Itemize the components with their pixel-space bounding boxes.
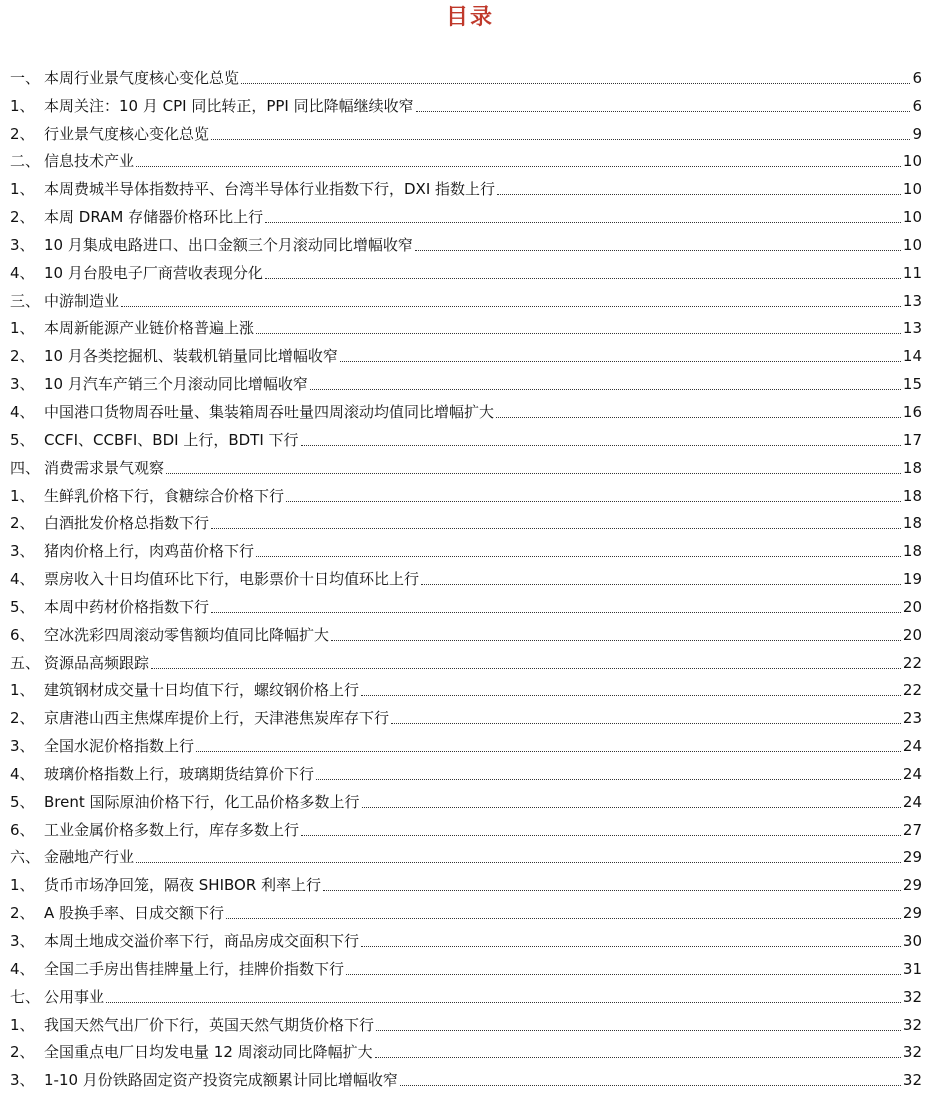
- toc-dot-leader: [151, 668, 901, 669]
- toc-dot-leader: [375, 1057, 901, 1058]
- toc-entry[interactable]: [10, 285, 922, 313]
- toc-entry-number: 七、: [10, 987, 41, 1006]
- toc-entry-page-number: 23: [902, 709, 922, 728]
- toc-entry-page-number: 6: [912, 96, 922, 115]
- toc-entry-page-number: 6: [912, 68, 922, 87]
- toc-entry-number: 5、: [10, 597, 35, 616]
- toc-dot-leader: [362, 807, 901, 808]
- toc-entry[interactable]: [10, 62, 922, 90]
- toc-entry-title: 玻璃价格指数上行，玻璃期货结算价下行: [44, 764, 315, 783]
- toc-entry-number: 3、: [10, 932, 35, 950]
- toc-entry[interactable]: [10, 313, 922, 341]
- toc-entry-page-number: 11: [902, 263, 922, 282]
- toc-entry-title: Brent 国际原油价格下行，化工品价格多数上行: [44, 792, 360, 811]
- toc-entry[interactable]: [10, 814, 922, 842]
- toc-dot-leader: [211, 528, 901, 529]
- toc-entry-title: 京唐港山西主焦煤库提价上行，天津港焦炭库存下行: [44, 709, 390, 728]
- toc-entry-page-number: 29: [902, 876, 922, 895]
- toc-entry-title: 猪肉价格上行，肉鸡苗价格下行: [44, 542, 255, 561]
- toc-entry-title: 货币市场净回笼，隔夜 SHIBOR 利率上行: [44, 876, 322, 895]
- toc-entry-title: 10 月台股电子厂商营收表现分化: [44, 263, 263, 282]
- toc-entry-number: 4、: [10, 402, 35, 421]
- toc-entry-page-number: 22: [902, 653, 922, 672]
- toc-entry-number: 六、: [10, 848, 41, 867]
- toc-entry[interactable]: [10, 452, 922, 480]
- toc-dot-leader: [265, 278, 901, 279]
- toc-entry-page-number: 30: [902, 932, 922, 950]
- toc-entry[interactable]: [10, 1009, 922, 1037]
- toc-entry[interactable]: [10, 647, 922, 675]
- toc-entry-title: 我国天然气出厂价下行，英国天然气期货价格下行: [44, 1015, 375, 1034]
- toc-dot-leader: [316, 779, 901, 780]
- toc-dot-leader: [196, 751, 901, 752]
- toc-entry-page-number: 31: [902, 959, 922, 978]
- toc-entry-number: 2、: [10, 347, 35, 366]
- toc-entry-title: 1-10 月份铁路固定资产投资完成额累计同比增幅收窄: [44, 1071, 398, 1090]
- toc-entry-title: 空冰洗彩四周滚动零售额均值同比降幅扩大: [44, 625, 330, 644]
- toc-entry-number: 2、: [10, 124, 35, 143]
- toc-dot-leader: [256, 333, 901, 334]
- toc-entry[interactable]: [10, 480, 922, 508]
- toc-entry-page-number: 18: [902, 458, 922, 477]
- toc-entry-number: 1、: [10, 1015, 35, 1034]
- toc-entry-number: 一、: [10, 68, 41, 87]
- toc-entry[interactable]: [10, 619, 922, 647]
- toc-dot-leader: [416, 111, 911, 112]
- toc-dot-leader: [340, 361, 901, 362]
- toc-entry-number: 3、: [10, 542, 35, 561]
- toc-entry[interactable]: [10, 675, 922, 703]
- toc-entry[interactable]: [10, 396, 922, 424]
- toc-entry-page-number: 32: [902, 1071, 922, 1090]
- toc-entry-title: 公用事业: [44, 987, 105, 1006]
- toc-entry-number: 1、: [10, 486, 35, 505]
- toc-dot-leader: [226, 918, 901, 919]
- toc-dot-leader: [497, 194, 901, 195]
- toc-entry-number: 4、: [10, 764, 35, 783]
- toc-entry-page-number: 29: [902, 848, 922, 867]
- toc-entry-number: 四、: [10, 458, 41, 477]
- toc-entry-number: 1、: [10, 876, 35, 895]
- toc-entry-number: 5、: [10, 430, 35, 449]
- toc-entry[interactable]: [10, 90, 922, 118]
- toc-entry-title: 全国水泥价格指数上行: [44, 737, 195, 756]
- toc-entry-number: 二、: [10, 152, 41, 171]
- toc-entry-page-number: 16: [902, 402, 922, 421]
- toc-entry-number: 1、: [10, 319, 35, 338]
- toc-entry-page-number: 10: [902, 235, 922, 254]
- toc-entry-title: 票房收入十日均值环比下行，电影票价十日均值环比上行: [44, 570, 420, 589]
- toc-dot-leader: [361, 946, 901, 947]
- toc-entry-page-number: 29: [902, 904, 922, 923]
- toc-entry-title: 10 月集成电路进口、出口金额三个月滚动同比增幅收窄: [44, 235, 413, 254]
- toc-entry-number: 4、: [10, 959, 35, 978]
- toc-entry-page-number: 22: [902, 681, 922, 700]
- toc-entry[interactable]: [10, 842, 922, 870]
- toc-entry[interactable]: [10, 897, 922, 925]
- toc-entry[interactable]: [10, 340, 922, 368]
- toc-entry-page-number: 18: [902, 542, 922, 561]
- toc-entry-page-number: 17: [902, 430, 922, 449]
- toc-entry-page-number: 15: [902, 375, 922, 394]
- toc-dot-leader: [106, 1002, 901, 1003]
- toc-entry-title: 建筑钢材成交量十日均值下行，螺纹钢价格上行: [44, 681, 360, 700]
- toc-entry-title: 本周土地成交溢价率下行，商品房成交面积下行: [44, 932, 360, 950]
- toc-entry-page-number: 10: [902, 208, 922, 227]
- toc-entry-title: 本周中药材价格指数下行: [44, 597, 210, 616]
- toc-entry-page-number: 10: [902, 180, 922, 199]
- toc-entry-title: 本周费城半导体指数持平、台湾半导体行业指数下行，DXI 指数上行: [44, 180, 496, 199]
- toc-entry-number: 6、: [10, 625, 35, 644]
- toc-entry[interactable]: [10, 535, 922, 563]
- toc-entry-page-number: 32: [902, 1015, 922, 1034]
- toc-dot-leader: [211, 139, 910, 140]
- toc-entry-number: 3、: [10, 1071, 35, 1090]
- toc-dot-leader: [391, 723, 901, 724]
- toc-entry-title: 10 月汽车产销三个月滚动同比增幅收窄: [44, 375, 308, 394]
- toc-entry[interactable]: [10, 368, 922, 396]
- toc-entry[interactable]: [10, 563, 922, 591]
- toc-entry[interactable]: [10, 591, 922, 619]
- toc-entry-page-number: 24: [902, 737, 922, 756]
- toc-entry-number: 4、: [10, 570, 35, 589]
- toc-entry[interactable]: [10, 424, 922, 452]
- toc-entry[interactable]: [10, 146, 922, 174]
- toc-entry-page-number: 13: [902, 291, 922, 310]
- toc-entry-title: 行业景气度核心变化总览: [44, 124, 210, 143]
- toc-entry[interactable]: [10, 702, 922, 730]
- toc-entry[interactable]: [10, 730, 922, 758]
- toc-entry-title: 本周行业景气度核心变化总览: [44, 68, 240, 87]
- toc-entry-page-number: 10: [902, 152, 922, 171]
- toc-entry-number: 6、: [10, 820, 35, 839]
- toc-dot-leader: [346, 974, 901, 975]
- toc-entry-number: 3、: [10, 235, 35, 254]
- toc-entry-page-number: 24: [902, 764, 922, 783]
- toc-entry[interactable]: [10, 758, 922, 786]
- toc-dot-leader: [421, 584, 901, 585]
- toc-entry[interactable]: [10, 981, 922, 1009]
- toc-dot-leader: [301, 835, 901, 836]
- toc-dot-leader: [400, 1085, 901, 1086]
- toc-entry-title: 全国二手房出售挂牌量上行，挂牌价指数下行: [44, 959, 345, 978]
- toc-entry-page-number: 18: [902, 514, 922, 533]
- toc-entry-number: 1、: [10, 96, 35, 115]
- toc-entry[interactable]: [10, 508, 922, 536]
- toc-entry[interactable]: [10, 925, 922, 953]
- toc-entry-page-number: 24: [902, 792, 922, 811]
- toc-entry-page-number: 20: [902, 625, 922, 644]
- toc-dot-leader: [241, 83, 910, 84]
- toc-entry-page-number: 14: [902, 347, 922, 366]
- toc-dot-leader: [136, 862, 901, 863]
- toc-entry-number: 2、: [10, 1043, 35, 1062]
- toc-dot-leader: [376, 1030, 901, 1031]
- toc-entry-number: 3、: [10, 375, 35, 394]
- toc-entry-title: A 股换手率、日成交额下行: [44, 904, 225, 923]
- toc-entry-number: 5、: [10, 792, 35, 811]
- toc-entry-page-number: 27: [902, 820, 922, 839]
- toc-entry-title: 中游制造业: [44, 291, 120, 310]
- toc-title: 目录: [445, 4, 494, 30]
- toc-dot-leader: [310, 389, 901, 390]
- toc-dot-leader: [415, 250, 901, 251]
- toc-entry-title: 10 月各类挖掘机、装载机销量同比增幅收窄: [44, 347, 338, 366]
- toc-dot-leader: [301, 445, 901, 446]
- toc-entry-page-number: 32: [902, 987, 922, 1006]
- toc-entry-title: CCFI、CCBFI、BDI 上行，BDTI 下行: [44, 430, 299, 449]
- toc-entry-title: 消费需求景气观察: [44, 458, 165, 477]
- toc-dot-leader: [496, 417, 901, 418]
- toc-dot-leader: [361, 695, 901, 696]
- toc-entry[interactable]: [10, 201, 922, 229]
- toc-entry[interactable]: [10, 1037, 922, 1065]
- toc-entry-page-number: 18: [902, 486, 922, 505]
- toc-dot-leader: [331, 640, 901, 641]
- toc-entry-title: 工业金属价格多数上行，库存多数上行: [44, 820, 300, 839]
- toc-entry-title: 本周 DRAM 存储器价格环比上行: [44, 208, 264, 227]
- toc-entry-page-number: 20: [902, 597, 922, 616]
- toc-dot-leader: [323, 890, 901, 891]
- toc-entry[interactable]: [10, 869, 922, 897]
- toc-entry-number: 1、: [10, 180, 35, 199]
- toc-entry-number: 2、: [10, 709, 35, 728]
- toc-entry-page-number: 9: [912, 124, 922, 143]
- toc-dot-leader: [256, 556, 901, 557]
- toc-entry-title: 白酒批发价格总指数下行: [44, 514, 210, 533]
- toc-entry-title: 金融地产行业: [44, 848, 135, 867]
- toc-entry-number: 五、: [10, 653, 41, 672]
- toc-entry-page-number: 32: [902, 1043, 922, 1062]
- toc-entry[interactable]: [10, 1064, 922, 1092]
- toc-entry-title: 中国港口货物周吞吐量、集装箱周吞吐量四周滚动均值同比增幅扩大: [44, 402, 495, 421]
- toc-entry-number: 2、: [10, 904, 35, 923]
- toc-entry-title: 信息技术产业: [44, 152, 135, 171]
- toc-entry-title: 资源品高频跟踪: [44, 653, 150, 672]
- toc-entry[interactable]: [10, 953, 922, 981]
- toc-entry-page-number: 13: [902, 319, 922, 338]
- toc-entry-page-number: 19: [902, 570, 922, 589]
- toc-entry[interactable]: [10, 118, 922, 146]
- toc-dot-leader: [211, 612, 901, 613]
- toc-entry-number: 3、: [10, 737, 35, 756]
- toc-entry-number: 2、: [10, 514, 35, 533]
- toc-entry-title: 本周关注：10 月 CPI 同比转正，PPI 同比降幅继续收窄: [44, 96, 414, 115]
- toc-entry-number: 4、: [10, 263, 35, 282]
- toc-entry-title: 生鲜乳价格下行，食糖综合价格下行: [44, 486, 285, 505]
- toc-entry[interactable]: [10, 786, 922, 814]
- toc-dot-leader: [265, 222, 901, 223]
- toc-entry[interactable]: [10, 257, 922, 285]
- toc-entry[interactable]: [10, 229, 922, 257]
- toc-entry-title: 全国重点电厂日均发电量 12 周滚动同比降幅扩大: [44, 1043, 373, 1062]
- toc-dot-leader: [286, 501, 901, 502]
- toc-dot-leader: [136, 166, 901, 167]
- toc-dot-leader: [121, 306, 901, 307]
- toc-entry[interactable]: [10, 173, 922, 201]
- toc-entry-title: 本周新能源产业链价格普遍上涨: [44, 319, 255, 338]
- toc-entry-number: 三、: [10, 291, 41, 310]
- toc-entry-number: 1、: [10, 681, 35, 700]
- toc-entry-number: 2、: [10, 208, 35, 227]
- toc-dot-leader: [166, 473, 901, 474]
- toc-list: [10, 62, 922, 1092]
